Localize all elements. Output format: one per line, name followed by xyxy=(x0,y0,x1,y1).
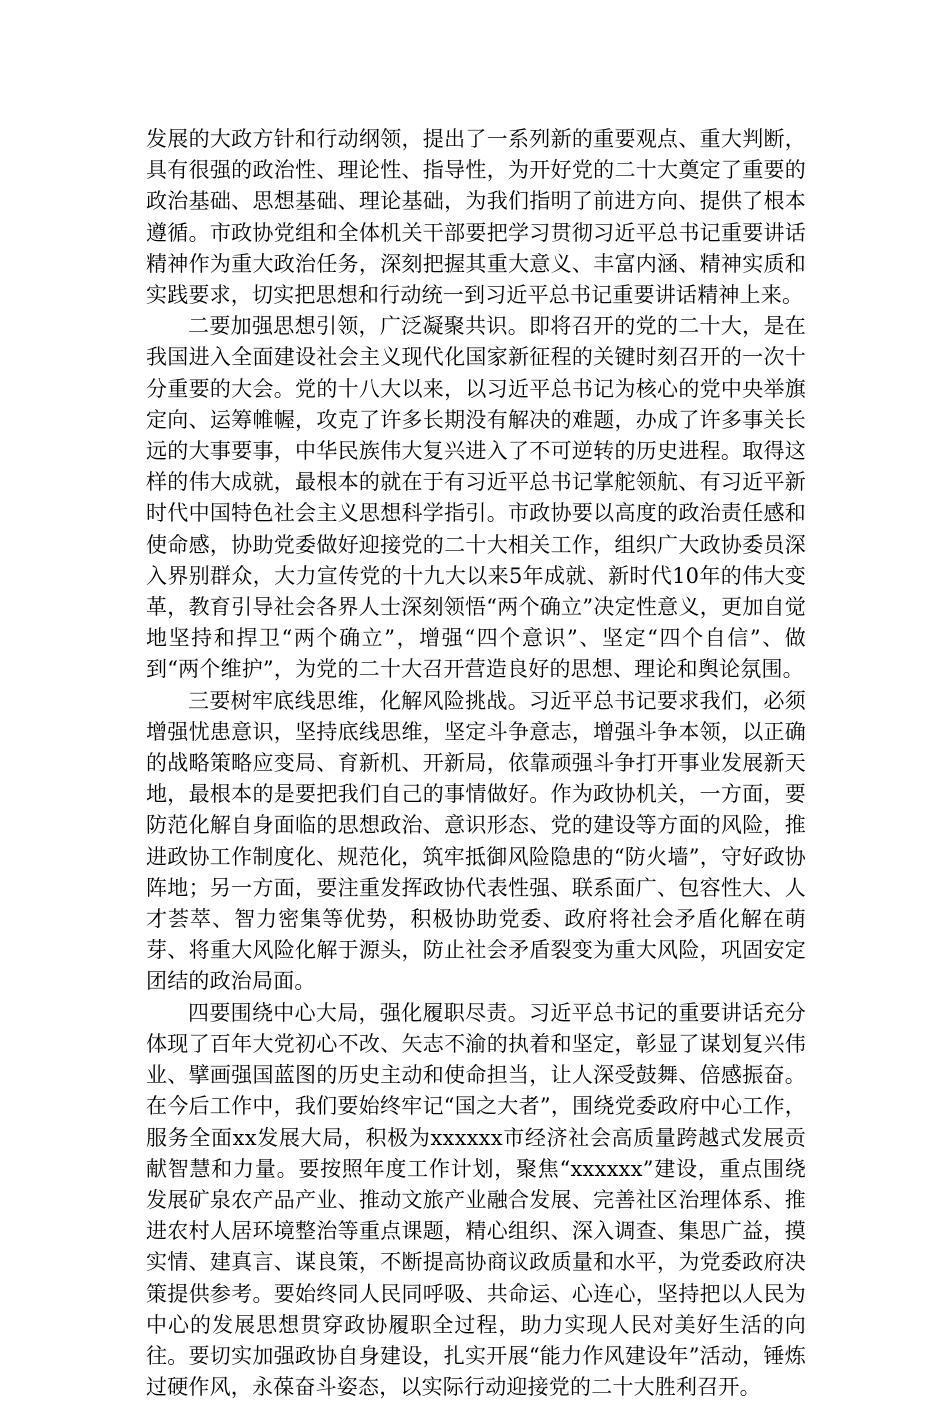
paragraph-2: 二要加强思想引领，广泛凝聚共识。即将召开的党的二十大，是在我国进入全面建设社会主义现代化国家新征程的关键时刻召开的一次十分重要的大会。党的十八大以来，以习近平总书记为核心的党中央举旗定向、运筹帷幄，攻克了许多长期没有解决的难题，办成了许多事关长远的大事要事，中华民族伟大复兴进入了不可逆转的历史进程。取得这样的伟大成就，最根本的就在于有习近平总书记掌舵领航、有习近平新时代中国特色社会主义思想科学指引。市政协要以高度的政治责任感和使命感，协助党委做好迎接党的二十大相关工作，组织广大政协委员深入界别群众，大力宣传党的十九大以来5年成就、新时代10年的伟大变革，教育引导社会各界人士深刻领悟“两个确立”决定性意义，更加自觉地坚持和捍卫“两个确立”，增强“四个意识”、坚定“四个自信”、做到“两个维护”，为党的二十大召开营造良好的思想、理论和舆论氛围。 xyxy=(146,314,806,682)
paragraph-1: 发展的大政方针和行动纲领，提出了一系列新的重要观点、重大判断，具有很强的政治性、理论性、指导性，为开好党的二十大奠定了重要的政治基础、思想基础、理论基础，为我们指明了前进方向、提供了根本遵循。市政协党组和全体机关干部要把学习贯彻习近平总书记重要讲话精神作为重大政治任务，深刻把握其重大意义、丰富内涵、精神实质和实践要求，切实把思想和行动统一到习近平总书记重要讲话精神上来。 xyxy=(146,127,806,308)
paragraph-4: 四要围绕中心大局，强化履职尽责。习近平总书记的重要讲话充分体现了百年大党初心不改、矢志不渝的执着和坚定，彰显了谋划复兴伟业、擘画强国蓝图的历史主动和使命担当，让人深受鼓舞、倍感振奋。在今后工作中，我们要始终牢记“国之大者”，围绕党委政府中心工作，服务全面xx发展大局，积极为xxxxxx市经济社会高质量跨越式发展贡献智慧和力量。要按照年度工作计划，聚焦“xxxxxx”建设，重点围绕发展矿泉农产品产业、推动文旅产业融合发展、完善社区治理体系、推进农村人居环境整治等重点课题，精心组织、深入调查、集思广益，摸实情、建真言、谋良策，不断提高协商议政质量和水平，为党委政府决策提供参考。要始终同人民同呼吸、共命运、心连心，坚持把以人民为中心的发展思想贯穿政协履职全过程，助力实现人民对美好生活的向往。要切实加强政协自身建设，扎实开展“能力作风建设年”活动，锤炼过硬作风，永葆奋斗姿态，以实际行动迎接党的二十大胜利召开。 xyxy=(146,1000,806,1400)
paragraph-3: 三要树牢底线思维，化解风险挑战。习近平总书记要求我们，必须增强忧患意识，坚持底线思维，坚定斗争意志，增强斗争本领，以正确的战略策略应变局、育新机、开新局，依靠顽强斗争打开事业发展新天地，最根本的是要把我们自己的事情做好。作为政协机关，一方面，要防范化解自身面临的思想政治、意识形态、党的建设等方面的风险，推进政协工作制度化、规范化，筑牢抵御风险隐患的“防火墙”，守好政协阵地；另一方面，要注重发挥政协代表性强、联系面广、包容性大、人才荟萃、智力密集等优势，积极协助党委、政府将社会矛盾化解在萌芽、将重大风险化解于源头，防止社会矛盾裂变为重大风险，巩固安定团结的政治局面。 xyxy=(146,688,806,994)
document-page xyxy=(146,124,806,1403)
